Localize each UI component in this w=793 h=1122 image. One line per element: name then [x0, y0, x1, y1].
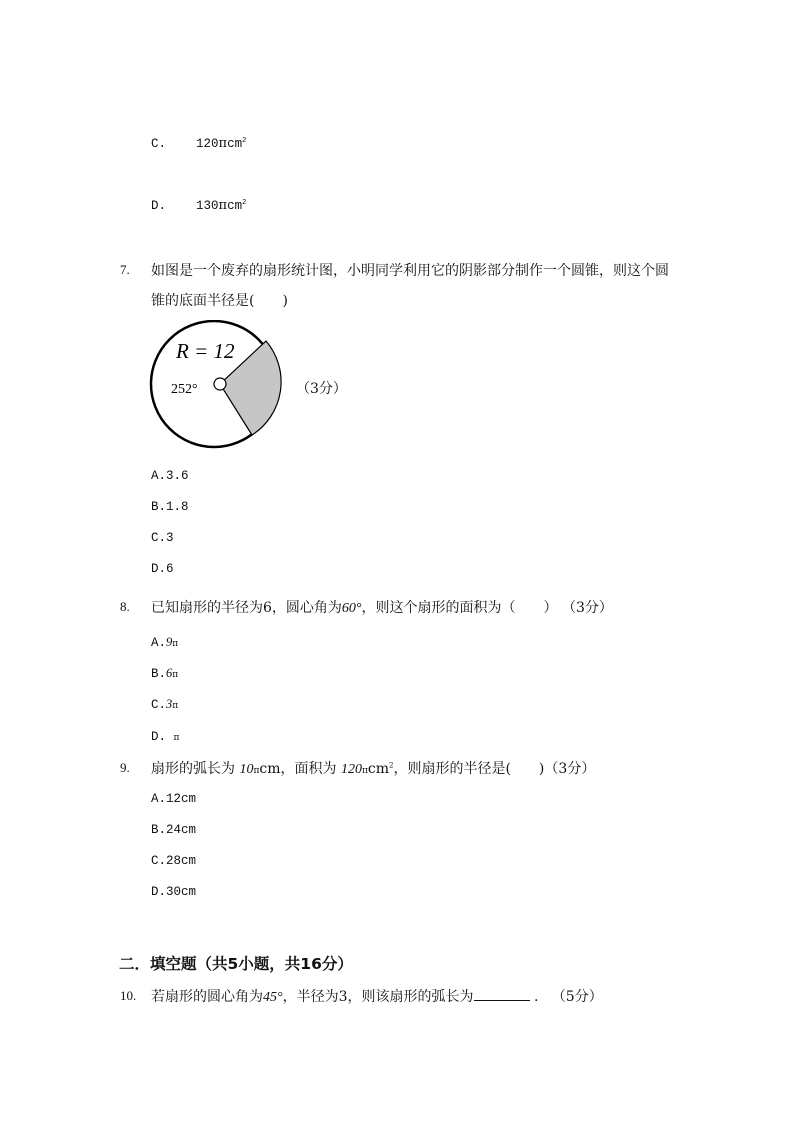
- section-title: 二．填空题（共5小题，共16分）: [119, 955, 353, 973]
- option-value: 3: [166, 697, 173, 711]
- q9-arc-value: 10: [239, 762, 254, 777]
- pi-symbol: π: [218, 136, 228, 151]
- option-label: C.: [151, 698, 167, 712]
- q8-number: 8.: [120, 599, 130, 614]
- q7-number: 7.: [120, 262, 130, 277]
- unit: cm: [227, 199, 243, 213]
- option-value: 6: [166, 666, 173, 680]
- q9-option-a: A.12cm: [151, 792, 197, 806]
- q9-option-b: B.24cm: [151, 823, 197, 837]
- q9-option-c: C.28cm: [151, 854, 197, 868]
- q8-option-a: [151, 635, 178, 650]
- q6-option-c: [151, 136, 246, 151]
- q7-text-line2: 锥的底面半径是( ): [151, 293, 288, 309]
- option-label: B.: [151, 667, 167, 681]
- radius-label: R = 12: [176, 339, 235, 363]
- option-value: 9: [166, 635, 173, 649]
- unit: cm: [227, 137, 243, 151]
- q8-text: [151, 597, 613, 617]
- angle-label: 252°: [171, 382, 198, 397]
- q10-score: （5分）: [551, 989, 603, 1005]
- option-label: D.: [151, 199, 167, 213]
- q9-text: [151, 758, 595, 778]
- pi-symbol: π: [173, 733, 180, 743]
- option-number: 120: [196, 137, 219, 151]
- angle-mark: [214, 378, 226, 390]
- q8-angle: 60°: [341, 601, 362, 616]
- q9-unit-2: cm: [367, 761, 389, 777]
- q8-score: （3分）: [561, 600, 613, 616]
- q9-number: 9.: [120, 760, 130, 775]
- q7-option-a: A.3.6: [151, 469, 189, 483]
- q8-option-d: [151, 729, 179, 744]
- pi-symbol: π: [218, 198, 228, 213]
- q9-score: （3分）: [544, 761, 596, 777]
- q7-option-c: C.3: [151, 531, 174, 545]
- pi-symbol: π: [253, 766, 260, 776]
- exponent: 2: [242, 198, 247, 207]
- q8-text-post: ，则这个扇形的面积为（ ）: [361, 600, 558, 616]
- option-label: D.: [151, 730, 167, 744]
- q9-unit-1: cm，面积为: [259, 761, 337, 777]
- pi-symbol: π: [172, 670, 179, 680]
- option-label: C.: [151, 137, 167, 151]
- q7-text-line1: 如图是一个废弃的扇形统计图，小明同学利用它的阴影部分制作一个圆锥，则这个圆: [151, 263, 669, 279]
- exponent: 2: [242, 136, 247, 145]
- sector-chart-figure: [148, 320, 284, 456]
- q9-area-value: 120: [340, 762, 362, 777]
- q10-text-post: ，半径为3，则该扇形的弧长为: [282, 989, 474, 1005]
- option-number: 130: [196, 199, 219, 213]
- q10-end: .: [533, 989, 539, 1005]
- q10-text-pre: 若扇形的圆心角为: [151, 989, 263, 1005]
- option-label: A.: [151, 636, 167, 650]
- q8-option-c: [151, 697, 178, 712]
- q7-option-d: D.6: [151, 562, 174, 576]
- q9-text-1: 扇形的弧长为: [151, 761, 235, 777]
- q10-angle: 45°: [263, 990, 283, 1005]
- exponent: 2: [389, 761, 394, 770]
- q8-option-b: [151, 666, 178, 681]
- q6-option-d: [151, 198, 246, 213]
- pi-symbol: π: [361, 766, 368, 776]
- q10-number: 10.: [120, 988, 137, 1003]
- q7-score: （3分）: [296, 381, 347, 397]
- answer-blank[interactable]: [474, 987, 530, 1001]
- q7-option-b: B.1.8: [151, 500, 189, 514]
- q9-text-2: ，则扇形的半径是( ): [393, 761, 545, 777]
- q9-option-d: D.30cm: [151, 885, 197, 899]
- pi-symbol: π: [172, 639, 179, 649]
- pi-symbol: π: [172, 701, 179, 711]
- q10-text: [151, 986, 603, 1006]
- q8-text-pre: 已知扇形的半径为6，圆心角为: [151, 600, 342, 616]
